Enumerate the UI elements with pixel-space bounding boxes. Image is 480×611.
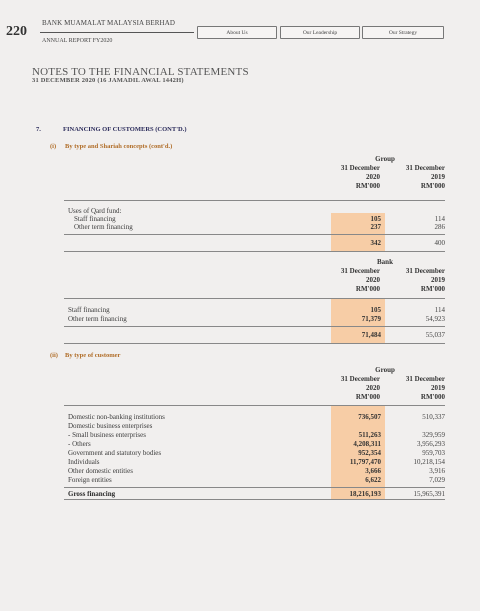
value-2019: 114	[434, 306, 445, 314]
table-rule	[64, 326, 445, 327]
row-label: Staff financing	[68, 306, 110, 314]
table-rule	[64, 251, 445, 252]
value-2019: 3,956,293	[417, 440, 445, 448]
table-rule	[64, 298, 445, 299]
column-header-2020: 31 December 2020 RM'000	[340, 375, 380, 401]
report-name: ANNUAL REPORT FY2020	[42, 38, 113, 44]
row-label: Foreign entities	[68, 476, 112, 484]
value-2019: 510,337	[422, 413, 445, 421]
bank-name: BANK MUAMALAT MALAYSIA BERHAD	[42, 19, 175, 27]
value-2020: 105	[370, 306, 381, 314]
value-2019: 329,959	[422, 431, 445, 439]
page-number: 220	[6, 24, 27, 39]
table-rule	[64, 343, 445, 344]
total-2020: 71,484	[361, 331, 381, 339]
header-divider	[40, 32, 194, 33]
total-2020: 342	[370, 239, 381, 247]
notes-title: NOTES TO THE FINANCIAL STATEMENTS	[32, 66, 249, 78]
total-2019: 400	[434, 239, 445, 247]
row-label: - Others	[68, 440, 91, 448]
column-header-2020: 31 December 2020 RM'000	[340, 164, 380, 190]
column-header-2019: 31 December 2019 RM'000	[405, 267, 445, 293]
row-label: - Small business enterprises	[68, 431, 146, 439]
row-label: Other domestic entities	[68, 467, 133, 475]
subsection-ii-number: (ii)	[50, 352, 58, 359]
value-2019: 10,218,154	[413, 458, 445, 466]
value-2019: 54,923	[425, 315, 445, 323]
section-number: 7.	[36, 126, 41, 133]
table-rule	[64, 487, 445, 488]
subsection-i-title: By type and Shariah concepts (cont'd.)	[65, 143, 173, 150]
value-2019: 286	[434, 223, 445, 231]
table-heading: Uses of Qard fund:	[68, 207, 122, 215]
row-label: Domestic business enterprises	[68, 422, 153, 430]
value-2020: 105	[370, 215, 381, 223]
row-label: Individuals	[68, 458, 100, 466]
column-header-2019: 31 December 2019 RM'000	[405, 164, 445, 190]
column-header-2020: 31 December 2020 RM'000	[340, 267, 380, 293]
value-2020: 4,208,311	[353, 440, 381, 448]
total-2019: 15,965,391	[413, 490, 445, 498]
row-label: Other term financing	[68, 315, 127, 323]
subsection-i-number: (i)	[50, 143, 57, 150]
nav-about-us-button[interactable]: About Us	[197, 26, 277, 39]
nav-our-strategy-button[interactable]: Our Strategy	[362, 26, 444, 39]
row-label: Government and statutory bodies	[68, 449, 162, 457]
value-2019: 114	[434, 215, 445, 223]
total-2020: 18,216,193	[349, 490, 381, 498]
notes-subtitle: 31 DECEMBER 2020 (16 JAMADIL AWAL 1442H)	[32, 77, 184, 84]
row-label: Domestic non-banking institutions	[68, 413, 165, 421]
nav-our-leadership-button[interactable]: Our Leadership	[280, 26, 360, 39]
section-title: FINANCING OF CUSTOMERS (CONT'D.)	[63, 126, 187, 133]
row-label: Staff financing	[74, 215, 116, 223]
table-rule	[64, 200, 445, 201]
value-2020: 736,507	[358, 413, 381, 421]
bank-heading: Bank	[377, 258, 393, 266]
column-header-2019: 31 December 2019 RM'000	[405, 375, 445, 401]
subsection-ii-title: By type of customer	[65, 352, 121, 359]
value-2020: 11,797,470	[349, 458, 381, 466]
value-2019: 7,029	[429, 476, 445, 484]
group-heading: Group	[375, 155, 395, 163]
row-label: Other term financing	[74, 223, 133, 231]
value-2020: 952,354	[358, 449, 381, 457]
table-rule	[64, 499, 445, 500]
value-2020: 3,666	[365, 467, 381, 475]
value-2019: 3,916	[429, 467, 445, 475]
table-rule	[64, 405, 445, 406]
value-2020: 71,379	[361, 315, 381, 323]
value-2019: 959,703	[422, 449, 445, 457]
table-rule	[64, 234, 445, 235]
value-2020: 6,622	[365, 476, 381, 484]
gross-financing-label: Gross financing	[68, 490, 116, 498]
group-heading: Group	[375, 366, 395, 374]
total-2019: 55,037	[425, 331, 445, 339]
value-2020: 237	[370, 223, 381, 231]
value-2020: 511,263	[358, 431, 381, 439]
